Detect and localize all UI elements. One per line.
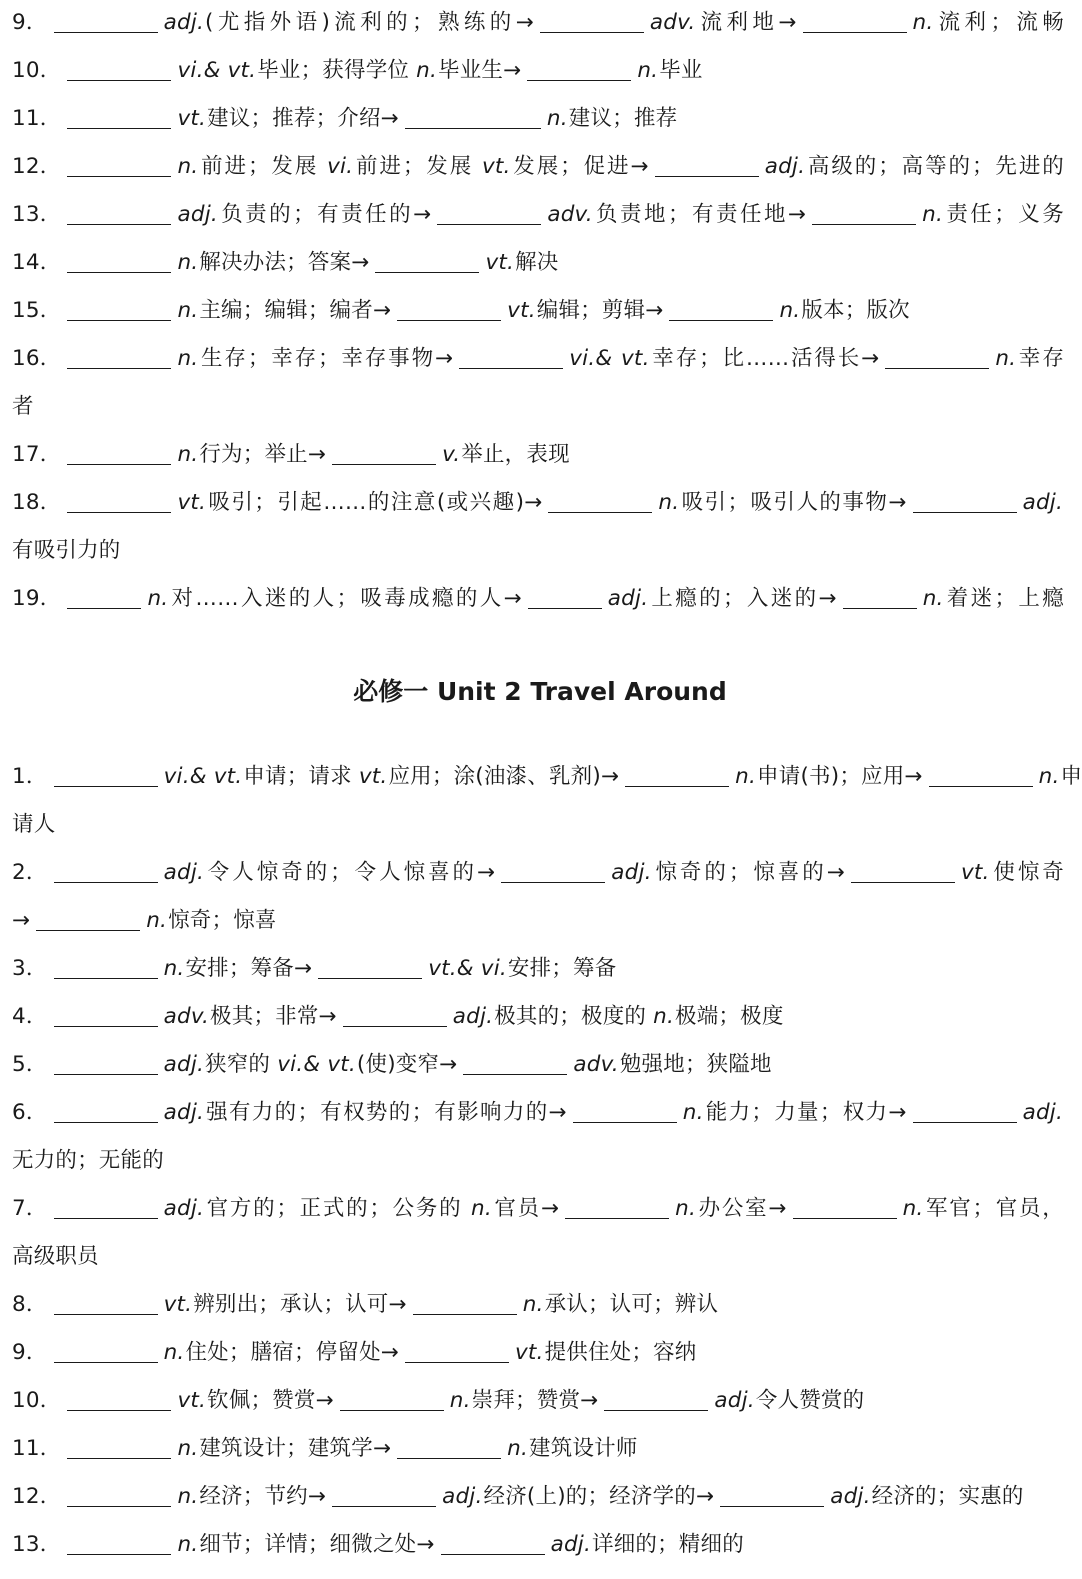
part-of-speech: vt. <box>960 860 990 885</box>
part-of-speech: adv. <box>649 10 696 35</box>
part-of-speech: n. <box>653 1004 675 1029</box>
vocab-line <box>12 576 1064 624</box>
vocab-line <box>12 898 1064 946</box>
definition-text: 负责地；有责任地→ <box>593 202 807 227</box>
answer-blank[interactable] <box>540 4 644 33</box>
part-of-speech: n. <box>177 298 199 323</box>
answer-blank[interactable] <box>463 1046 567 1075</box>
definition-text: 有吸引力的 <box>12 538 121 563</box>
definition-text: 惊奇；惊喜 <box>168 908 277 933</box>
section-title: 必修一 Unit 2 Travel Around <box>353 677 727 706</box>
answer-blank[interactable] <box>528 580 602 609</box>
vocab-line <box>12 1042 1064 1090</box>
definition-text: (使)变窄→ <box>356 1052 458 1077</box>
answer-blank[interactable] <box>67 580 141 609</box>
part-of-speech: n. <box>177 154 199 179</box>
vocab-line <box>12 1186 1064 1234</box>
item-number: 15． <box>12 298 62 323</box>
definition-text: 高级的；高等的；先进的 <box>806 154 1064 179</box>
answer-blank[interactable] <box>843 580 917 609</box>
answer-blank[interactable] <box>340 1382 444 1411</box>
definition-text: 流利地→ <box>696 10 797 35</box>
answer-blank[interactable] <box>397 292 501 321</box>
vocab-line <box>12 1474 1064 1522</box>
definition-text: 官员→ <box>492 1196 560 1221</box>
item-number: 3． <box>12 956 48 981</box>
part-of-speech: n. <box>1038 764 1060 789</box>
vocab-section-1 <box>12 0 1064 624</box>
answer-blank[interactable] <box>459 340 563 369</box>
answer-blank[interactable] <box>343 998 447 1027</box>
item-number: 10． <box>12 58 62 83</box>
part-of-speech: n. <box>675 1196 697 1221</box>
part-of-speech: adv. <box>573 1052 619 1077</box>
item-number: 18． <box>12 490 62 515</box>
definition-text: 能力；力量；权力→ <box>704 1100 907 1125</box>
vocab-line <box>12 1282 1064 1330</box>
definition-text: 生存；幸存；幸存事物→ <box>199 346 454 371</box>
answer-blank[interactable] <box>67 52 171 81</box>
answer-blank[interactable] <box>67 100 171 129</box>
part-of-speech: vt.& vi. <box>428 956 507 981</box>
answer-blank[interactable] <box>885 340 989 369</box>
definition-text: 幸存 <box>1017 346 1065 371</box>
answer-blank[interactable] <box>437 196 541 225</box>
item-number: 19． <box>12 586 62 611</box>
part-of-speech: n. <box>163 956 185 981</box>
answer-blank[interactable] <box>67 292 171 321</box>
answer-blank[interactable] <box>793 1190 897 1219</box>
definition-text: 幸存；比……活得长→ <box>650 346 880 371</box>
definition-text: 勉强地；狭隘地 <box>619 1052 772 1077</box>
answer-blank[interactable] <box>803 4 907 33</box>
answer-blank[interactable] <box>67 244 171 273</box>
answer-blank[interactable] <box>441 1526 545 1555</box>
part-of-speech: adj. <box>442 1484 483 1509</box>
answer-blank[interactable] <box>54 854 158 883</box>
part-of-speech: adj. <box>163 1196 205 1221</box>
answer-blank[interactable] <box>54 1190 158 1219</box>
item-number: 1． <box>12 764 48 789</box>
definition-text: 应用；涂(油漆、乳剂)→ <box>388 764 620 789</box>
vocab-line <box>12 48 1064 96</box>
definition-text: 细节；详情；细微之处→ <box>199 1532 435 1557</box>
vocab-line <box>12 1522 1064 1570</box>
part-of-speech: adj. <box>830 1484 871 1509</box>
part-of-speech: adj. <box>177 202 218 227</box>
part-of-speech: adj. <box>163 1100 205 1125</box>
answer-blank[interactable] <box>527 52 631 81</box>
definition-text: 负责的；有责任的→ <box>218 202 432 227</box>
vocab-line <box>12 192 1064 240</box>
definition-text: 申请(书)；应用→ <box>757 764 923 789</box>
part-of-speech: n. <box>682 1100 704 1125</box>
part-of-speech: n. <box>507 1436 529 1461</box>
part-of-speech: vt. <box>358 764 388 789</box>
answer-blank[interactable] <box>318 950 422 979</box>
vocab-line <box>12 1234 1064 1282</box>
vocab-line <box>12 850 1064 898</box>
vocab-line <box>12 946 1064 994</box>
answer-blank[interactable] <box>604 1382 708 1411</box>
answer-blank[interactable] <box>565 1190 669 1219</box>
part-of-speech: v. <box>442 442 461 467</box>
part-of-speech: n. <box>922 586 944 611</box>
answer-blank[interactable] <box>67 436 171 465</box>
answer-blank[interactable] <box>669 292 773 321</box>
definition-text: 着迷；上瘾 <box>944 586 1064 611</box>
definition-text: 毕业；获得学位 <box>257 58 410 83</box>
definition-text: 无力的；无能的 <box>12 1148 164 1173</box>
definition-text: 极其；非常→ <box>210 1004 337 1029</box>
part-of-speech: adv. <box>547 202 593 227</box>
part-of-speech: n. <box>735 764 757 789</box>
answer-blank[interactable] <box>67 340 171 369</box>
vocab-line <box>12 1426 1064 1474</box>
item-number: 17． <box>12 442 62 467</box>
answer-blank[interactable] <box>67 1478 171 1507</box>
answer-blank[interactable] <box>67 196 171 225</box>
definition-text: 毕业生→ <box>438 58 522 83</box>
part-of-speech: n. <box>177 346 199 371</box>
item-number: 11． <box>12 1436 62 1461</box>
part-of-speech: n. <box>147 586 169 611</box>
definition-text: 吸引；吸引人的事物→ <box>680 490 907 515</box>
definition-text: 住处；膳宿；停留处→ <box>185 1340 399 1365</box>
item-number: 2． <box>12 860 48 885</box>
answer-blank[interactable] <box>720 1478 824 1507</box>
item-number: 13． <box>12 1532 62 1557</box>
answer-blank[interactable] <box>54 1094 158 1123</box>
part-of-speech: n. <box>912 10 934 35</box>
part-of-speech: n. <box>922 202 944 227</box>
answer-blank[interactable] <box>67 1526 171 1555</box>
part-of-speech: n. <box>449 1388 471 1413</box>
answer-blank[interactable] <box>851 854 955 883</box>
definition-text: 提供住处；容纳 <box>544 1340 697 1365</box>
part-of-speech: adj. <box>764 154 806 179</box>
answer-blank[interactable] <box>413 1286 517 1315</box>
definition-text: 钦佩；赞赏→ <box>207 1388 334 1413</box>
part-of-speech: n. <box>177 250 199 275</box>
definition-text: 申请；请求 <box>243 764 352 789</box>
definition-text: → <box>12 908 31 933</box>
vocab-line <box>12 1138 1064 1186</box>
definition-text: 解决办法；答案→ <box>199 250 370 275</box>
vocab-line <box>12 480 1064 528</box>
definition-text: 令人惊奇的；令人惊喜的→ <box>205 860 496 885</box>
vocab-line <box>12 528 1064 576</box>
definition-text: 解决 <box>515 250 559 275</box>
answer-blank[interactable] <box>929 758 1033 787</box>
part-of-speech: adj. <box>163 860 205 885</box>
answer-blank[interactable] <box>67 484 171 513</box>
answer-blank[interactable] <box>67 1430 171 1459</box>
part-of-speech: adj. <box>550 1532 591 1557</box>
part-of-speech: vi.& vt. <box>569 346 650 371</box>
answer-blank[interactable] <box>332 436 436 465</box>
part-of-speech: vi. <box>327 154 354 179</box>
vocab-line <box>12 994 1064 1042</box>
part-of-speech: n. <box>637 58 659 83</box>
definition-text: 申 <box>1060 764 1082 789</box>
definition-text: 狭窄的 <box>205 1052 271 1077</box>
answer-blank[interactable] <box>54 950 158 979</box>
definition-text: 发展；促进→ <box>511 154 649 179</box>
definition-text: 使惊奇 <box>990 860 1064 885</box>
part-of-speech: n. <box>902 1196 924 1221</box>
answer-blank[interactable] <box>501 854 605 883</box>
item-number: 10． <box>12 1388 62 1413</box>
definition-text: 对……入迷的人；吸毒成瘾的人→ <box>169 586 522 611</box>
definition-text: 请人 <box>12 812 56 837</box>
vocab-line <box>12 802 1064 850</box>
definition-text: 惊奇的；惊喜的→ <box>652 860 845 885</box>
definition-text: 辨别出；承认；认可→ <box>193 1292 407 1317</box>
part-of-speech: adj. <box>1022 490 1064 515</box>
answer-blank[interactable] <box>405 1334 509 1363</box>
answer-blank[interactable] <box>655 148 759 177</box>
answer-blank[interactable] <box>548 484 652 513</box>
part-of-speech: vt. <box>514 1340 544 1365</box>
item-number: 13． <box>12 202 62 227</box>
definition-text: 经济；节约→ <box>199 1484 327 1509</box>
item-number: 12． <box>12 1484 62 1509</box>
definition-text: 极其的；极度的 <box>494 1004 647 1029</box>
definition-text: 责任；义务 <box>944 202 1064 227</box>
vocab-line <box>12 144 1064 192</box>
part-of-speech: vt. <box>507 298 536 323</box>
definition-text: 安排；筹备→ <box>185 956 313 981</box>
vocab-line <box>12 432 1064 480</box>
item-number: 8． <box>12 1292 48 1317</box>
answer-blank[interactable] <box>913 484 1017 513</box>
part-of-speech: n. <box>779 298 801 323</box>
definition-text: 令人赞赏的 <box>755 1388 865 1413</box>
part-of-speech: vt. <box>163 1292 193 1317</box>
part-of-speech: adj. <box>607 586 649 611</box>
definition-text: 主编；编辑；编者→ <box>199 298 392 323</box>
part-of-speech: n. <box>177 442 199 467</box>
answer-blank[interactable] <box>913 1094 1017 1123</box>
vocab-line <box>12 336 1064 384</box>
part-of-speech: n. <box>146 908 168 933</box>
definition-text: 高级职员 <box>12 1244 99 1269</box>
definition-text: 版本；版次 <box>801 298 910 323</box>
definition-text: 行为；举止→ <box>199 442 327 467</box>
definition-text: 安排；筹备 <box>507 956 617 981</box>
part-of-speech: n. <box>546 106 568 131</box>
part-of-speech: adj. <box>611 860 652 885</box>
answer-blank[interactable] <box>332 1478 436 1507</box>
item-number: 9． <box>12 10 48 35</box>
vocab-line <box>12 1378 1064 1426</box>
answer-blank[interactable] <box>397 1430 501 1459</box>
part-of-speech: adj. <box>452 1004 494 1029</box>
definition-text: 前进；发展 <box>354 154 474 179</box>
definition-text: 办公室→ <box>697 1196 787 1221</box>
part-of-speech: vt. <box>481 154 511 179</box>
answer-blank[interactable] <box>405 100 541 129</box>
definition-text: 详细的；精细的 <box>592 1532 744 1557</box>
vocab-line <box>12 96 1064 144</box>
definition-text: 经济的；实惠的 <box>871 1484 1024 1509</box>
item-number: 5． <box>12 1052 48 1077</box>
part-of-speech: n. <box>522 1292 544 1317</box>
vocab-line <box>12 240 1064 288</box>
definition-text: 者 <box>12 394 34 419</box>
part-of-speech: n. <box>416 58 438 83</box>
answer-blank[interactable] <box>812 196 916 225</box>
answer-blank[interactable] <box>375 244 479 273</box>
definition-text: 承认；认可；辨认 <box>544 1292 719 1317</box>
vocab-section-2 <box>12 754 1082 1570</box>
part-of-speech: adj. <box>163 10 205 35</box>
item-number: 6． <box>12 1100 48 1125</box>
part-of-speech: n. <box>177 1484 199 1509</box>
item-number: 4． <box>12 1004 48 1029</box>
part-of-speech: adj. <box>163 1052 205 1077</box>
vocab-line <box>12 288 1064 336</box>
definition-text: 极端；极度 <box>675 1004 784 1029</box>
item-number: 14． <box>12 250 62 275</box>
definition-text: 吸引；引起……的注意(或兴趣)→ <box>207 490 543 515</box>
part-of-speech: vt. <box>177 1388 207 1413</box>
item-number: 16． <box>12 346 62 371</box>
answer-blank[interactable] <box>67 148 171 177</box>
part-of-speech: n. <box>471 1196 492 1221</box>
item-number: 12． <box>12 154 62 179</box>
answer-blank[interactable] <box>67 1382 171 1411</box>
definition-text: 上瘾的；入迷的→ <box>649 586 837 611</box>
part-of-speech: n. <box>995 346 1017 371</box>
definition-text: 举止，表现 <box>461 442 570 467</box>
vocab-line <box>12 754 1082 802</box>
definition-text: 编辑；剪辑→ <box>536 298 664 323</box>
answer-blank[interactable] <box>625 758 729 787</box>
part-of-speech: vt. <box>485 250 515 275</box>
definition-text: 建筑设计师 <box>529 1436 638 1461</box>
vocab-line <box>12 1090 1064 1138</box>
part-of-speech: vi.& vt. <box>277 1052 356 1077</box>
part-of-speech: n. <box>163 1340 185 1365</box>
part-of-speech: vi.& vt. <box>177 58 257 83</box>
item-number: 9． <box>12 1340 48 1365</box>
definition-text: 官方的；正式的；公务的 <box>205 1196 463 1221</box>
answer-blank[interactable] <box>54 998 158 1027</box>
vocab-line <box>12 1330 1064 1378</box>
part-of-speech: adv. <box>163 1004 210 1029</box>
definition-text: 军官；官员， <box>924 1196 1064 1221</box>
part-of-speech: n. <box>658 490 680 515</box>
answer-blank[interactable] <box>54 758 158 787</box>
answer-blank[interactable] <box>54 1334 158 1363</box>
definition-text: 经济(上)的；经济学的→ <box>483 1484 715 1509</box>
part-of-speech: vt. <box>177 490 207 515</box>
part-of-speech: vt. <box>177 106 207 131</box>
item-number: 7． <box>12 1196 48 1221</box>
vocab-line <box>12 384 1064 432</box>
answer-blank[interactable] <box>36 902 140 931</box>
definition-text: 前进；发展 <box>199 154 319 179</box>
part-of-speech: adj. <box>714 1388 755 1413</box>
part-of-speech: n. <box>177 1532 199 1557</box>
definition-text: 强有力的；有权势的；有影响力的→ <box>205 1100 567 1125</box>
definition-text: 建议；推荐；介绍→ <box>207 106 399 131</box>
part-of-speech: n. <box>177 1436 199 1461</box>
answer-blank[interactable] <box>54 1046 158 1075</box>
definition-text: (尤指外语)流利的；熟练的→ <box>205 10 534 35</box>
definition-text: 崇拜；赞赏→ <box>471 1388 599 1413</box>
item-number: 11． <box>12 106 62 131</box>
answer-blank[interactable] <box>54 1286 158 1315</box>
definition-text: 毕业 <box>659 58 703 83</box>
definition-text: 流利；流畅 <box>934 10 1064 35</box>
part-of-speech: adj. <box>1022 1100 1063 1125</box>
definition-text: 建议；推荐 <box>568 106 678 131</box>
answer-blank[interactable] <box>573 1094 677 1123</box>
definition-text: 建筑设计；建筑学→ <box>199 1436 392 1461</box>
vocab-line <box>12 0 1064 48</box>
part-of-speech: vi.& vt. <box>163 764 243 789</box>
answer-blank[interactable] <box>54 4 158 33</box>
